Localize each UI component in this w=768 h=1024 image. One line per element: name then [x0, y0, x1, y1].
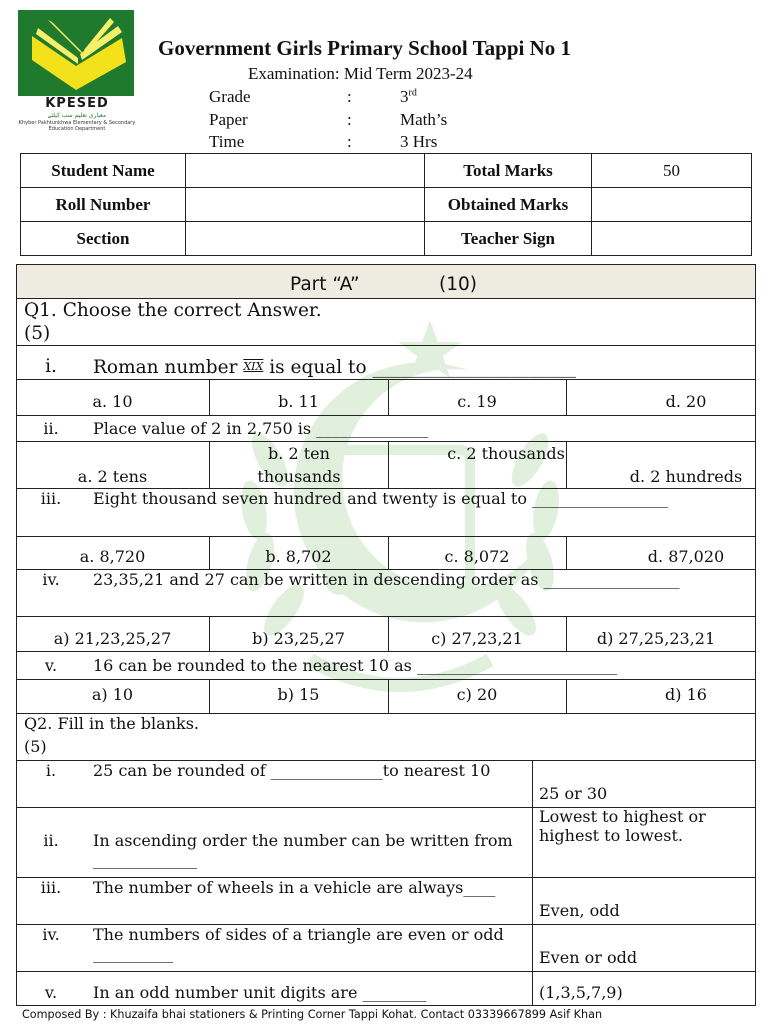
- footer-credit: Composed By : Khuzaifa bhai stationers & Printing Corner Tappi Kohat. Contact 03339667899 Asif Khan: [22, 1008, 603, 1021]
- item-number: ii.: [43, 419, 59, 438]
- q1-item-3-option-c[interactable]: c. 8,072: [444, 547, 510, 566]
- q2-item-1-text: 25 can be rounded of ______________to nearest 10: [93, 761, 491, 780]
- part-a-title: Part “A”: [290, 274, 360, 295]
- q1-item-1-option-d[interactable]: d. 20: [665, 392, 707, 411]
- roll-number-field[interactable]: [186, 188, 425, 222]
- q2-item-3-text: The number of wheels in a vehicle are always____: [93, 878, 496, 897]
- total-marks-value: 50: [592, 154, 752, 188]
- q2-item-2-text: In ascending order the number can be written from _____________: [93, 831, 513, 869]
- roman-numeral: XIX: [243, 360, 264, 373]
- q1-item-1-text: Roman number XIX is equal to ______________________: [93, 357, 577, 378]
- part-a-marks: (10): [439, 274, 477, 295]
- logo-urdu-tagline: معیاری تعلیم سب کیلئے: [47, 112, 107, 119]
- item-number: i.: [45, 761, 57, 780]
- item-number: iv.: [42, 925, 60, 944]
- open-book-icon: [18, 10, 134, 96]
- q1-item-4-option-c[interactable]: c) 27,23,21: [431, 629, 523, 648]
- logo-name: KPESED: [45, 96, 109, 111]
- paper-colon: :: [347, 110, 352, 129]
- q1-item-1-option-c[interactable]: c. 19: [457, 392, 497, 411]
- q1-item-5-option-c[interactable]: c) 20: [456, 685, 498, 704]
- time-value: 3 Hrs: [400, 132, 438, 151]
- question-grid: [16, 264, 756, 1006]
- q2-title: Q2. Fill in the blanks.: [24, 714, 199, 733]
- q1-item-5-option-b[interactable]: b) 15: [277, 685, 320, 704]
- q1-item-2-option-d[interactable]: d. 2 hundreds: [629, 467, 743, 486]
- student-name-field[interactable]: [186, 154, 425, 188]
- q1-heading: [16, 299, 756, 345]
- obtained-marks-label: Obtained Marks: [425, 188, 592, 222]
- section-label: Section: [21, 222, 186, 256]
- total-marks-label: Total Marks: [425, 154, 592, 188]
- q1-item-5-option-a[interactable]: a) 10: [91, 685, 134, 704]
- kpesed-logo: [18, 10, 136, 132]
- time-colon: :: [347, 132, 352, 151]
- time-label: Time: [209, 132, 245, 151]
- item-number: ii.: [43, 831, 59, 850]
- item-number: iii.: [40, 878, 62, 897]
- teacher-sign-label: Teacher Sign: [425, 222, 592, 256]
- q2-item-2-answer: Lowest to highest or highest to lowest.: [539, 807, 706, 845]
- exam-title: Examination: Mid Term 2023-24: [248, 64, 473, 83]
- q2-item-3-answer: Even, odd: [539, 901, 620, 920]
- section-field[interactable]: [186, 222, 425, 256]
- item-number: iv.: [42, 570, 60, 589]
- q1-item-2-text: Place value of 2 in 2,750 is ______________: [93, 419, 429, 438]
- student-info-table: [20, 153, 752, 256]
- item-number: iii.: [40, 489, 62, 508]
- logo-department: Khyber Pakhtunkhwa Elementary & Secondary Education Department: [18, 120, 136, 132]
- q1-title: Q1. Choose the correct Answer.: [24, 300, 322, 321]
- q1-item-4-text: 23,35,21 and 27 can be written in descending order as _________________: [93, 570, 680, 589]
- roll-number-label: Roll Number: [21, 188, 186, 222]
- q2-item-1-answer: 25 or 30: [539, 784, 608, 803]
- q1-item-3-option-a[interactable]: a. 8,720: [79, 547, 146, 566]
- q1-item-1: [16, 346, 756, 379]
- table-row: [21, 188, 752, 222]
- grade-label: Grade: [209, 87, 251, 106]
- q2-marks: (5): [24, 737, 47, 756]
- q2-item-5-answer: (1,3,5,7,9): [539, 983, 623, 1002]
- q1-item-2-option-a[interactable]: a. 2 tens: [77, 467, 148, 486]
- item-number: i.: [45, 356, 57, 377]
- q1-marks: (5): [24, 323, 51, 344]
- q1-item-3-text: Eight thousand seven hundred and twenty is equal to _________________: [93, 489, 669, 508]
- item-number: v.: [44, 983, 58, 1002]
- q1-item-3-option-b[interactable]: b. 8,702: [265, 547, 332, 566]
- grade-colon: :: [347, 87, 352, 106]
- school-title: Government Girls Primary School Tappi No 1: [158, 36, 572, 60]
- q2-item-4-text: The numbers of sides of a triangle are even or odd __________: [93, 925, 504, 963]
- paper-value: Math’s: [400, 110, 448, 129]
- q1-item-4-option-d[interactable]: d) 27,25,23,21: [596, 629, 716, 648]
- part-a-header: [16, 264, 756, 298]
- item-number: v.: [44, 656, 58, 675]
- obtained-marks-field[interactable]: [592, 188, 752, 222]
- table-row: [21, 222, 752, 256]
- table-row: [21, 154, 752, 188]
- student-name-label: Student Name: [21, 154, 186, 188]
- q1-item-4-option-b[interactable]: b) 23,25,27: [252, 629, 345, 648]
- teacher-sign-field[interactable]: [592, 222, 752, 256]
- q1-item-2-option-b[interactable]: b. 2 ten thousands: [257, 444, 341, 486]
- q1-item-4-option-a[interactable]: a) 21,23,25,27: [53, 629, 172, 648]
- q1-item-1-option-b[interactable]: b. 11: [278, 392, 319, 411]
- q1-item-5-option-d[interactable]: d) 16: [665, 685, 707, 704]
- q1-item-5-text: 16 can be rounded to the nearest 10 as _________________________: [93, 656, 617, 675]
- q1-item-2-option-c[interactable]: c. 2 thousands: [447, 444, 565, 463]
- q2-item-5-text: In an odd number unit digits are ________: [93, 983, 427, 1002]
- paper-label: Paper: [209, 110, 248, 129]
- q1-item-1-option-a[interactable]: a. 10: [92, 392, 133, 411]
- grade-value: 3rd: [400, 87, 417, 106]
- q2-item-4-answer: Even or odd: [539, 948, 638, 967]
- q1-item-3-option-d[interactable]: d. 87,020: [647, 547, 725, 566]
